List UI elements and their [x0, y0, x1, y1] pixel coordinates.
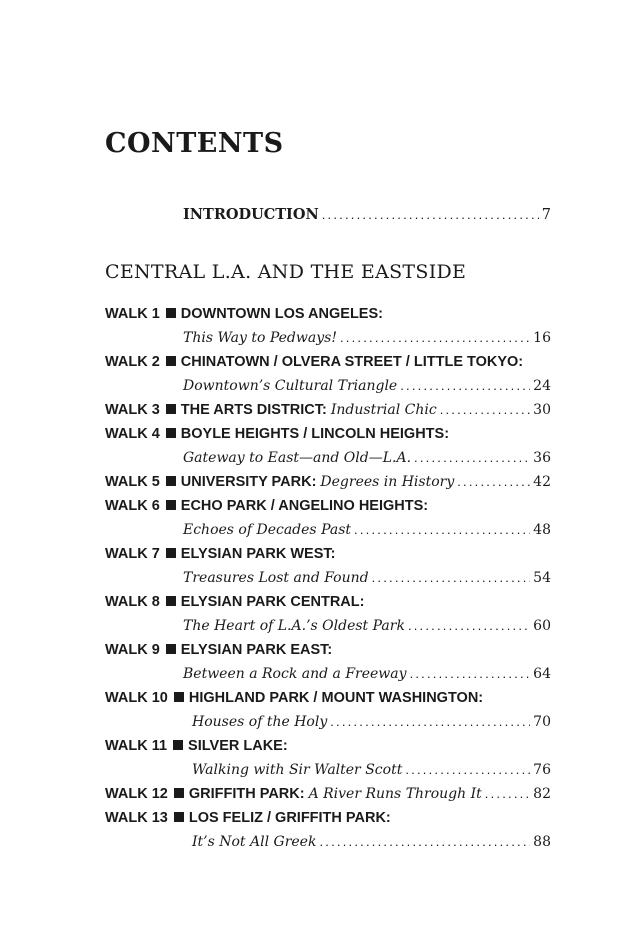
toc-entry-walk[interactable] — [105, 638, 551, 686]
square-bullet-icon — [174, 692, 184, 702]
square-bullet-icon — [174, 788, 184, 798]
walk-subtitle-line — [105, 326, 551, 350]
walk-number: WALK 4 — [105, 426, 160, 442]
walk-page-number: 36 — [533, 450, 551, 466]
toc-entry-walk[interactable] — [105, 806, 551, 854]
dot-leader — [457, 470, 530, 494]
walk-number: WALK 10 — [105, 690, 168, 706]
walk-subtitle: Houses of the Holy — [192, 714, 328, 730]
walk-heading-line — [105, 398, 551, 422]
walk-subtitle-line — [105, 566, 551, 590]
walk-number: WALK 7 — [105, 546, 160, 562]
walk-page-number: 54 — [533, 570, 551, 586]
walk-page-number: 48 — [533, 522, 551, 538]
toc-entry-introduction[interactable] — [183, 206, 551, 223]
walk-page-number: 16 — [533, 330, 551, 346]
square-bullet-icon — [166, 596, 176, 606]
square-bullet-icon — [166, 404, 176, 414]
walk-subtitle-line — [105, 614, 551, 638]
walk-heading-line — [105, 302, 551, 326]
square-bullet-icon — [166, 428, 176, 438]
walk-page-number: 42 — [533, 474, 551, 490]
dot-leader — [408, 614, 530, 638]
walk-subtitle: A River Runs Through It — [308, 786, 482, 802]
walk-subtitle-line — [105, 662, 551, 686]
walk-page-number: 82 — [533, 786, 551, 802]
introduction-page-number: 7 — [541, 207, 551, 223]
walk-heading-line — [105, 686, 551, 710]
dot-leader — [414, 446, 530, 470]
walk-name: ECHO PARK / ANGELINO HEIGHTS: — [180, 498, 429, 514]
dot-leader — [354, 518, 530, 542]
walk-subtitle: The Heart of L.A.’s Oldest Park — [183, 618, 405, 634]
walk-name: ELYSIAN PARK EAST: — [180, 642, 333, 658]
toc-entry-walk[interactable] — [105, 494, 551, 542]
walk-page-number: 24 — [533, 378, 551, 394]
walk-number: WALK 3 — [105, 402, 160, 418]
walk-number: WALK 12 — [105, 786, 168, 802]
walk-heading-line — [105, 422, 551, 446]
introduction-label: INTRODUCTION — [183, 206, 319, 223]
walk-heading-line — [105, 542, 551, 566]
dot-leader — [330, 710, 530, 734]
walk-name: CHINATOWN / OLVERA STREET / LITTLE TOKYO: — [180, 354, 524, 370]
walk-list — [105, 302, 551, 854]
toc-entry-walk[interactable] — [105, 398, 551, 422]
walk-subtitle-line — [105, 518, 551, 542]
walk-name: SILVER LAKE: — [188, 738, 288, 754]
toc-entry-walk[interactable] — [105, 302, 551, 350]
toc-entry-walk[interactable] — [105, 590, 551, 638]
walk-name: BOYLE HEIGHTS / LINCOLN HEIGHTS: — [180, 426, 450, 442]
walk-page-number: 88 — [533, 834, 551, 850]
walk-name: HIGHLAND PARK / MOUNT WASHINGTON: — [188, 690, 484, 706]
walk-subtitle: Walking with Sir Walter Scott — [192, 762, 403, 778]
toc-entry-walk[interactable] — [105, 782, 551, 806]
square-bullet-icon — [166, 548, 176, 558]
walk-number: WALK 9 — [105, 642, 160, 658]
square-bullet-icon — [166, 356, 176, 366]
walk-subtitle-line — [105, 710, 551, 734]
page-title: CONTENTS — [105, 128, 284, 159]
walk-heading-line — [105, 470, 551, 494]
walk-heading-line — [105, 782, 551, 806]
walk-heading-line — [105, 638, 551, 662]
toc-entry-walk[interactable] — [105, 470, 551, 494]
walk-name: THE ARTS DISTRICT: — [180, 402, 327, 418]
dot-leader — [340, 326, 530, 350]
walk-subtitle: It’s Not All Greek — [192, 834, 317, 850]
walk-subtitle-line — [105, 758, 551, 782]
walk-subtitle: Treasures Lost and Found — [183, 570, 369, 586]
toc-entry-walk[interactable] — [105, 422, 551, 470]
walk-subtitle: Industrial Chic — [330, 402, 437, 418]
toc-entry-walk[interactable] — [105, 734, 551, 782]
walk-number: WALK 8 — [105, 594, 160, 610]
square-bullet-icon — [166, 644, 176, 654]
walk-subtitle: Degrees in History — [320, 474, 455, 490]
walk-subtitle-line — [105, 374, 551, 398]
square-bullet-icon — [173, 740, 183, 750]
walk-name: LOS FELIZ / GRIFFITH PARK: — [188, 810, 391, 826]
walk-number: WALK 6 — [105, 498, 160, 514]
walk-name: DOWNTOWN LOS ANGELES: — [180, 306, 383, 322]
dot-leader — [410, 662, 531, 686]
walk-number: WALK 1 — [105, 306, 160, 322]
walk-heading-line — [105, 494, 551, 518]
dot-leader — [372, 566, 531, 590]
walk-number: WALK 5 — [105, 474, 160, 490]
square-bullet-icon — [166, 476, 176, 486]
dot-leader — [322, 207, 539, 222]
toc-entry-walk[interactable] — [105, 350, 551, 398]
walk-subtitle: Gateway to East—and Old—L.A. — [183, 450, 412, 466]
walk-name: ELYSIAN PARK WEST: — [180, 546, 336, 562]
walk-name: ELYSIAN PARK CENTRAL: — [180, 594, 365, 610]
dot-leader — [405, 758, 530, 782]
dot-leader — [319, 830, 530, 854]
dot-leader — [400, 374, 530, 398]
square-bullet-icon — [166, 308, 176, 318]
walk-number: WALK 11 — [105, 738, 168, 754]
walk-subtitle-line — [105, 830, 551, 854]
walk-name: GRIFFITH PARK: — [188, 786, 305, 802]
walk-page-number: 60 — [533, 618, 551, 634]
walk-subtitle: Echoes of Decades Past — [183, 522, 352, 538]
square-bullet-icon — [166, 500, 176, 510]
walk-subtitle: This Way to Pedways! — [183, 330, 337, 346]
section-heading: CENTRAL L.A. AND THE EASTSIDE — [105, 261, 467, 283]
toc-entry-walk[interactable] — [105, 542, 551, 590]
walk-subtitle: Downtown’s Cultural Triangle — [183, 378, 398, 394]
walk-heading-line — [105, 350, 551, 374]
square-bullet-icon — [174, 812, 184, 822]
toc-entry-walk[interactable] — [105, 686, 551, 734]
walk-subtitle: Between a Rock and a Freeway — [183, 666, 407, 682]
walk-heading-line — [105, 734, 551, 758]
walk-number: WALK 2 — [105, 354, 160, 370]
walk-subtitle-line — [105, 446, 551, 470]
walk-number: WALK 13 — [105, 810, 168, 826]
walk-page-number: 76 — [533, 762, 551, 778]
walk-page-number: 30 — [533, 402, 551, 418]
walk-page-number: 64 — [533, 666, 551, 682]
dot-leader — [440, 398, 530, 422]
walk-page-number: 70 — [533, 714, 551, 730]
walk-heading-line — [105, 590, 551, 614]
walk-name: UNIVERSITY PARK: — [180, 474, 317, 490]
walk-heading-line — [105, 806, 551, 830]
dot-leader — [485, 782, 530, 806]
